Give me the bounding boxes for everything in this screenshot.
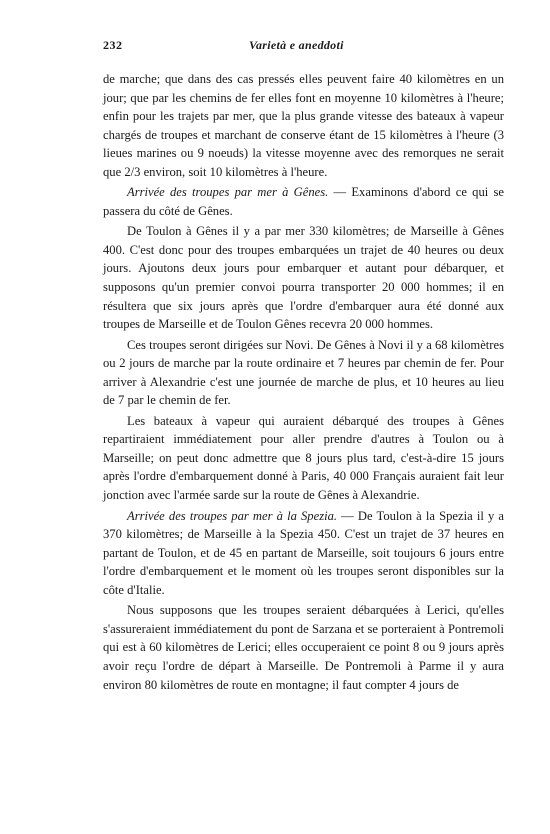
paragraph [103,601,504,694]
paragraph [103,183,504,220]
paragraph [103,412,504,505]
section-heading: Arrivée des troupes par mer à la Spezia. [127,508,338,523]
paragraph-text: Ces troupes seront dirigées sur Novi. De Gênes à Novi il y a 68 kilomètres ou 2 jours de marche par la route ordinaire et 7 heures par chemin de fer. Pour arriver à Alexandrie c'est une journée de marche de plus, et 10 heures au lieu de 7 par le chemin de fer. [103,337,504,408]
paragraph [103,70,504,181]
paragraph-text: De Toulon à Gênes il y a par mer 330 kilomètres; de Marseille à Gênes 400. C'est donc pour des troupes embarquées un trajet de 40 heures ou deux jours. Ajoutons deux jours pour embarquer et autant pour débarquer, et supposons qu'un premier convoi pourra transporter 20 000 hommes; il en résultera que six jours après que l'ordre d'embarquer aura été donné aux troupes de Marseille et de Toulon Gênes recevra 20 000 hommes. [103,224,504,332]
body-text [103,70,504,694]
paragraph [103,222,504,333]
paragraph [103,507,504,600]
paragraph-text: de marche; que dans des cas pressés elles peuvent faire 40 kilomètres en un jour; que par les chemins de fer elles font en moyenne 10 kilomètres à l'heure; enfin pour les trajets par mer, que la plus grande vitesse des bateaux à vapeur chargés de troupes et marchant de conserve étant de 15 kilomètres à l'heure (3 lieues marines ou 9 noeuds) la vitesse moyenne avec des remorques ne serait que 2/3 environ, soit 10 kilomètres à l'heure. [103,72,504,179]
paragraph-text: — De Toulon à la Spezia il y a 370 kilomètres; de Marseille à la Spezia 450. C'est un trajet de 37 heures en partant de Toulon, et de 45 en partant de Marseille, soit toujours 6 jours entre l'ordre d'embarquement et le moment où les troupes seront disponibles sur la côte d'Italie. [103,508,504,597]
page-number: 232 [103,38,123,52]
running-title: Varietà e aneddoti [249,38,344,52]
section-heading: Arrivée des troupes par mer à Gênes. [127,185,329,200]
paragraph-text: Les bateaux à vapeur qui auraient débarqué des troupes à Gênes repartiraient immédiatement pour aller prendre d'autres à Toulon ou à Marseille; on peut donc admettre que 8 jours plus tard, c'est-à-dire 15 jours après l'ordre d'embarquement donné à Paris, 40 000 Français auraient fait leur jonction avec l'armée sarde sur la route de Gênes à Alexandrie. [103,413,504,503]
page-header [103,38,504,58]
paragraph [103,336,504,410]
paragraph-text: Nous supposons que les troupes seraient débarquées à Lerici, qu'elles s'assureraient immédiatement du pont de Sarzana et se porteraient à Pontremoli qui est à 60 kilomètres de Lerici; elles occuperaient ce point 8 ou 9 jours après avoir reçu l'ordre de départ à Marseille. De Pontremoli à Parme il y aura environ 80 kilomètres de route en montagne; il faut compter 4 jours de [103,603,504,692]
paragraph-text: — Examinons d'abord ce qui se passera du côté de Gênes. [103,185,504,218]
